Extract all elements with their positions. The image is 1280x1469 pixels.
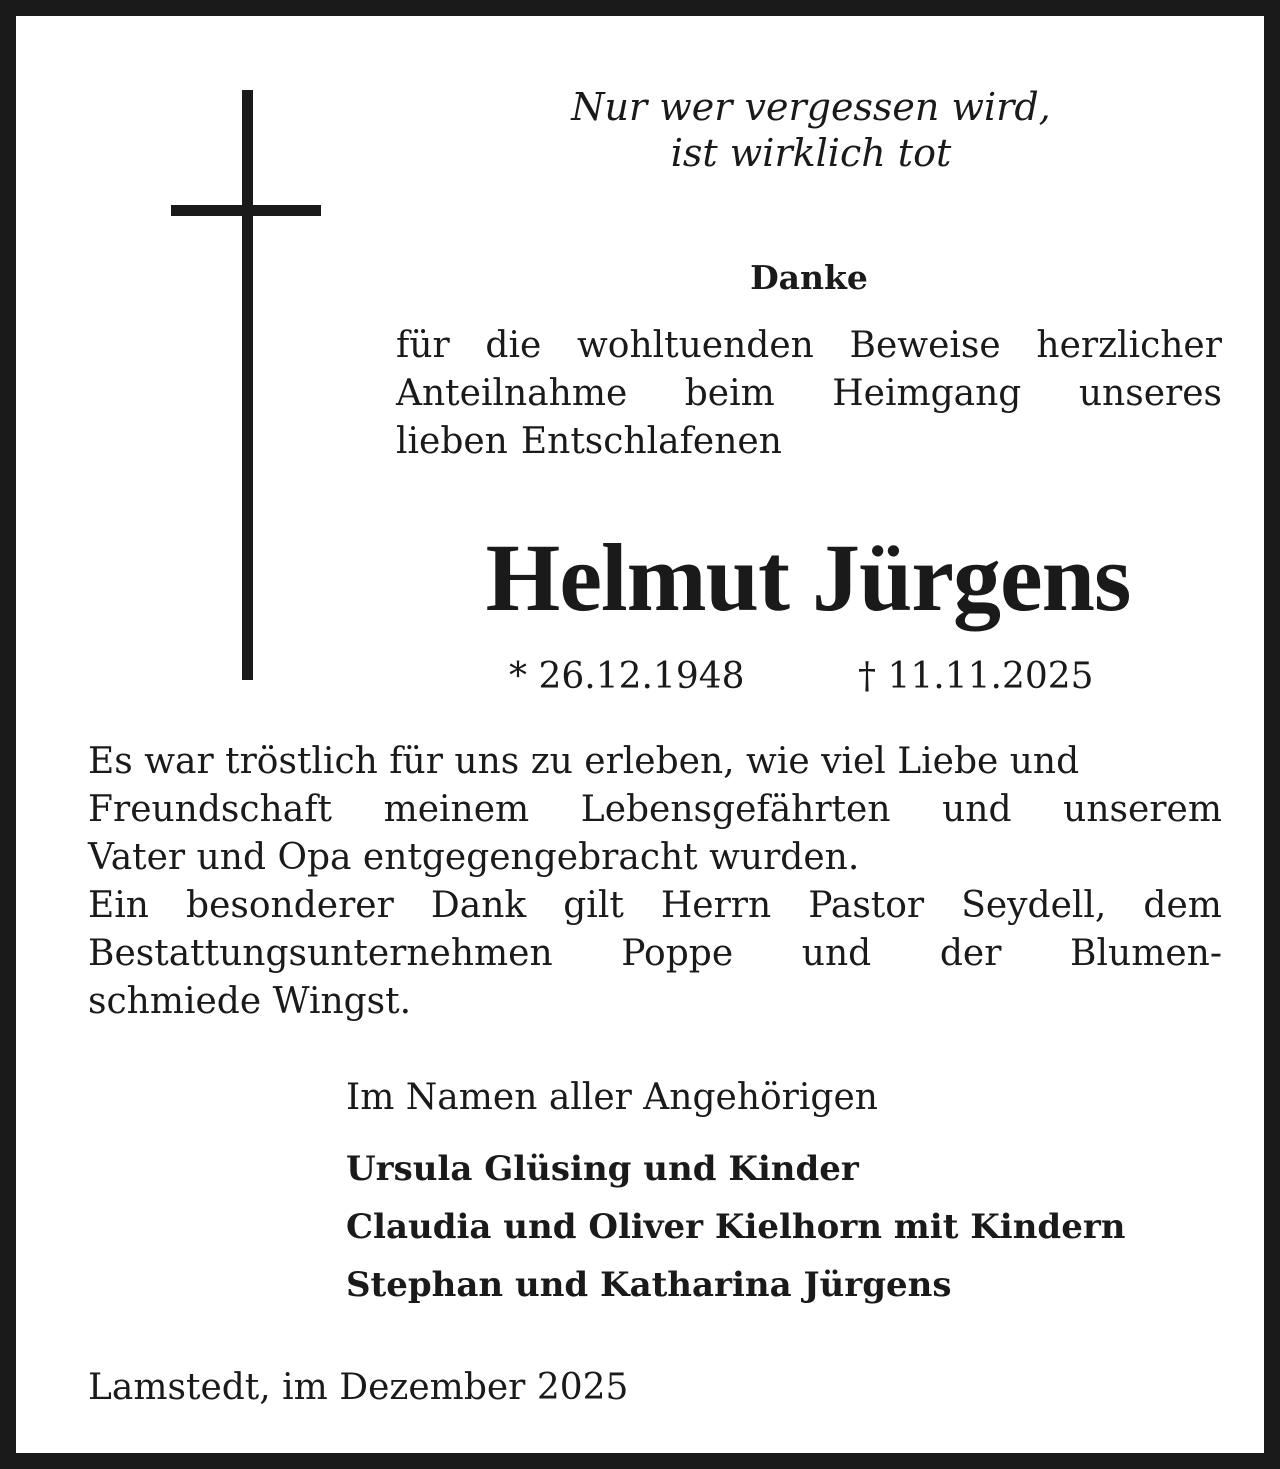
word: und — [942, 789, 1012, 830]
place-date: Lamstedt, im Dezember 2025 — [88, 1367, 629, 1408]
signer: Claudia und Oliver Kielhorn mit Kindern — [346, 1207, 1126, 1247]
word: und — [801, 933, 872, 974]
thanks-line — [396, 322, 1222, 370]
text: Es war tröstlich für uns zu erleben, wie viel Liebe und — [88, 741, 1080, 782]
text: Vater und Opa entgegengebracht wurden. — [88, 837, 860, 878]
word: unseres — [1078, 373, 1222, 414]
motto-line: ist wirklich tot — [670, 131, 952, 175]
word: Anteilnahme — [396, 373, 628, 414]
signers-list — [346, 1140, 1125, 1314]
word: Lebensgefährten — [580, 789, 891, 830]
word: beim — [684, 373, 775, 414]
thanks-line — [396, 370, 1222, 418]
word: wohltuenden — [576, 325, 814, 366]
word: die — [485, 325, 542, 366]
motto — [496, 84, 1126, 176]
word: Bestattungsunternehmen — [88, 933, 553, 974]
word: Freundschaft — [88, 789, 332, 830]
word: Ein — [88, 885, 149, 926]
body-line — [88, 930, 1222, 978]
word: Herrn — [660, 885, 772, 926]
word: meinem — [383, 789, 530, 830]
signer: Ursula Glüsing und Kinder — [346, 1149, 859, 1189]
thanks-text — [396, 322, 1222, 466]
motto-line: Nur wer vergessen wird, — [571, 85, 1051, 129]
birth-date: * 26.12.1948 — [509, 656, 745, 697]
deceased-name: Helmut Jürgens — [485, 524, 1131, 631]
word: unserem — [1063, 789, 1222, 830]
word: der — [939, 933, 1002, 974]
word: Heimgang — [832, 373, 1022, 414]
death-date: † 11.11.2025 — [858, 656, 1094, 697]
body-line — [88, 834, 1222, 882]
word: lieben — [396, 421, 508, 462]
word: gilt — [563, 885, 624, 926]
text: schmiede Wingst. — [88, 981, 412, 1022]
word: Poppe — [621, 933, 734, 974]
body-line — [88, 786, 1222, 834]
word: Pastor — [808, 885, 925, 926]
signer: Stephan und Katharina Jürgens — [346, 1265, 952, 1305]
body-line — [88, 882, 1222, 930]
cross-icon-vertical-bar — [242, 90, 253, 680]
word: Beweise — [849, 325, 1001, 366]
signature-intro: Im Namen aller Angehörigen — [346, 1077, 878, 1118]
thanks-heading: Danke — [750, 258, 868, 297]
word: für — [396, 325, 450, 366]
word: Blumen- — [1070, 933, 1222, 974]
word: herzlicher — [1036, 325, 1222, 366]
thanks-line — [396, 418, 1222, 466]
word: Dank — [430, 885, 527, 926]
word: Entschlafenen — [520, 421, 782, 462]
cross-icon-horizontal-bar — [171, 205, 321, 216]
word: dem — [1143, 885, 1222, 926]
word: Seydell, — [961, 885, 1107, 926]
body-text — [88, 738, 1222, 1026]
body-line — [88, 738, 1222, 786]
body-line — [88, 978, 1222, 1026]
word: besonderer — [186, 885, 394, 926]
